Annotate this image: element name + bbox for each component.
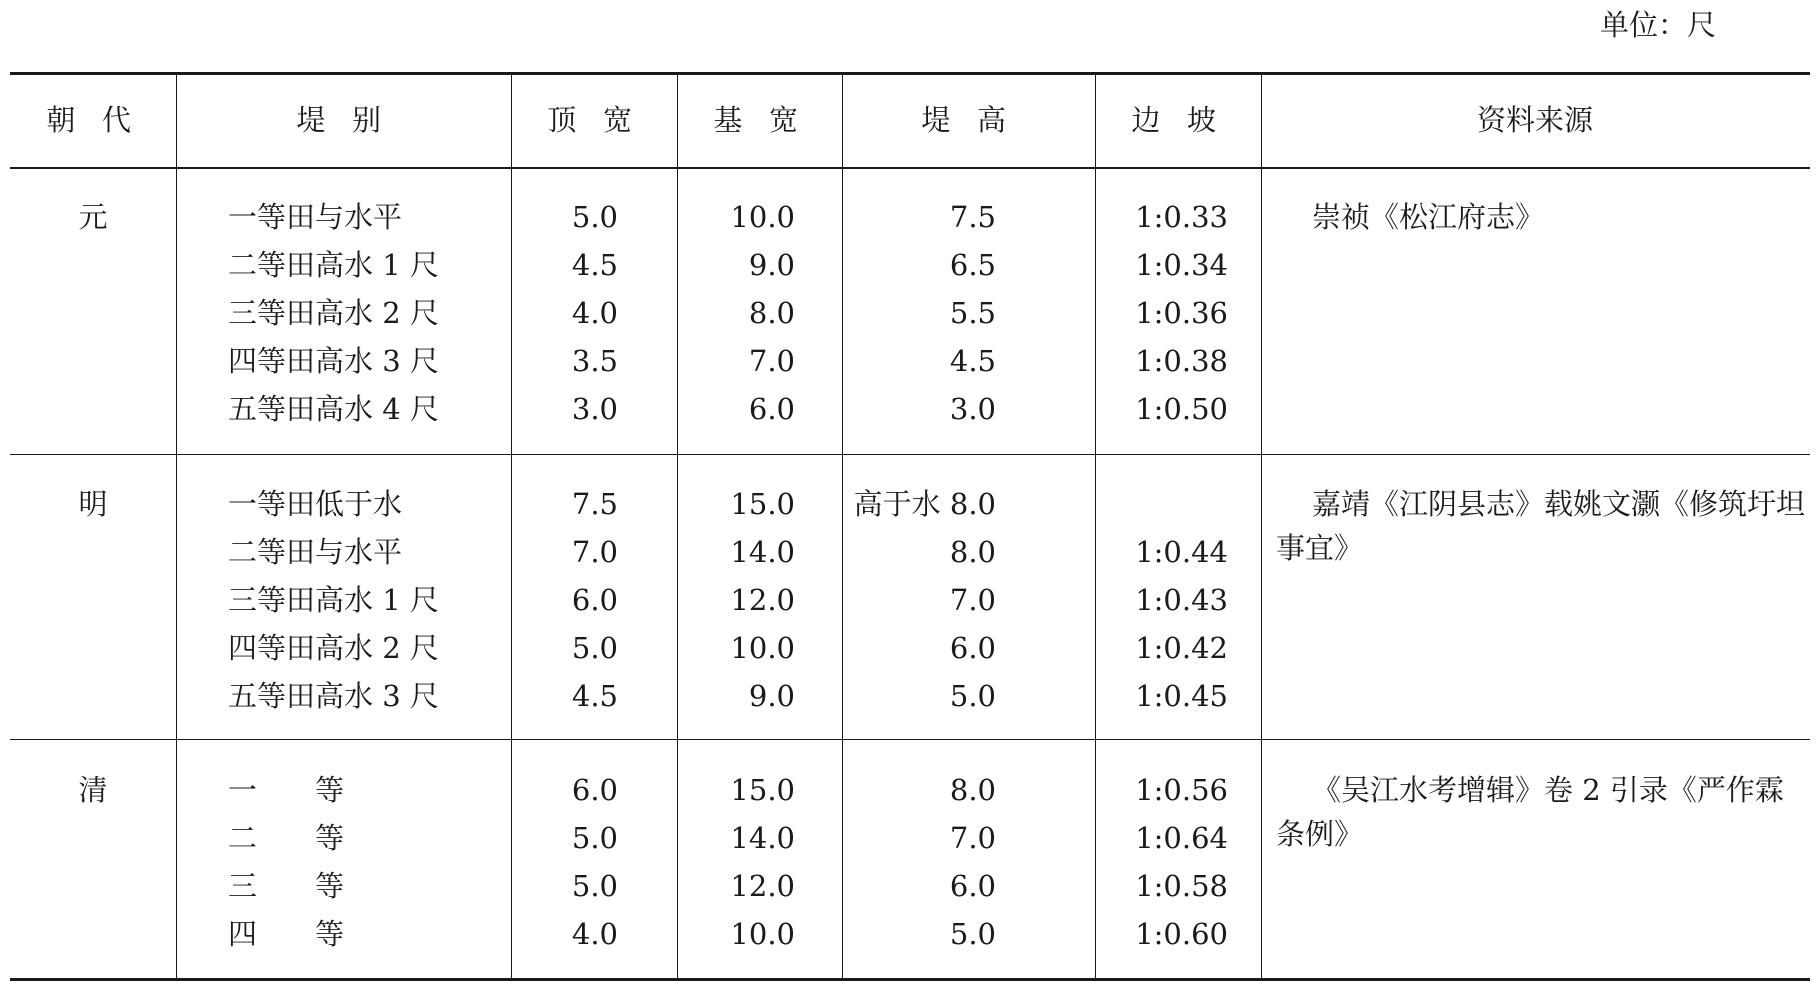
- dike-type: 三等田高水 1 尺: [228, 583, 439, 617]
- dike-height-value: 5.0: [949, 917, 996, 951]
- column-divider-1: [176, 72, 177, 980]
- base-width-value: 9.0: [748, 248, 795, 282]
- unit-note: 单位：尺: [1600, 8, 1717, 42]
- dike-type: 三 等: [228, 869, 345, 903]
- dike-type: 四等田高水 2 尺: [228, 631, 439, 665]
- top-width-value: 7.5: [571, 487, 618, 521]
- dike-height-value: 5.0: [949, 679, 996, 713]
- header-dike-type: 堤 别: [296, 103, 390, 137]
- dike-type: 一 等: [228, 773, 345, 807]
- side-slope-value: 1:0.44: [1135, 535, 1228, 569]
- table-top-rule: [10, 72, 1810, 75]
- top-width-value: 5.0: [571, 631, 618, 665]
- dike-type: 五等田高水 3 尺: [228, 679, 439, 713]
- dike-height-value: 7.0: [949, 583, 996, 617]
- header-source: 资料来源: [1476, 103, 1594, 137]
- base-width-value: 8.0: [748, 296, 795, 330]
- top-width-value: 3.5: [571, 344, 618, 378]
- base-width-value: 12.0: [730, 583, 795, 617]
- top-width-value: 4.5: [571, 679, 618, 713]
- top-width-value: 5.0: [571, 869, 618, 903]
- dike-type: 三等田高水 2 尺: [228, 296, 439, 330]
- source-text: 嘉靖《江阴县志》载姚文灏《修筑圩坦事宜》: [1276, 487, 1806, 565]
- base-width-value: 12.0: [730, 869, 795, 903]
- column-divider-5: [1095, 72, 1096, 980]
- base-width-value: 14.0: [730, 821, 795, 855]
- base-width-value: 10.0: [730, 631, 795, 665]
- dike-height-value: 8.0: [949, 773, 996, 807]
- dike-height-value: 4.5: [949, 344, 996, 378]
- dike-type: 一等田低于水: [228, 487, 403, 521]
- side-slope-value: 1:0.36: [1135, 296, 1228, 330]
- side-slope-value: 1:0.64: [1135, 821, 1228, 855]
- base-width-value: 10.0: [730, 200, 795, 234]
- column-divider-2: [511, 72, 512, 980]
- dynasty-label: 明: [78, 487, 108, 521]
- dike-height-value: 3.0: [949, 392, 996, 426]
- header-bottom-rule: [10, 167, 1810, 169]
- top-width-value: 3.0: [571, 392, 618, 426]
- base-width-value: 15.0: [730, 487, 795, 521]
- side-slope-value: 1:0.58: [1135, 869, 1228, 903]
- dike-height-value: 5.5: [949, 296, 996, 330]
- base-width-value: 7.0: [748, 344, 795, 378]
- header-base-width: 基 宽: [713, 103, 807, 137]
- column-divider-6: [1261, 72, 1262, 980]
- header-dynasty: 朝 代: [46, 103, 140, 137]
- dynasty-label: 清: [78, 773, 108, 807]
- dike-type: 四 等: [228, 917, 345, 951]
- top-width-value: 5.0: [571, 200, 618, 234]
- column-divider-4: [842, 72, 843, 980]
- side-slope-value: 1:0.45: [1135, 679, 1228, 713]
- side-slope-value: 1:0.60: [1135, 917, 1228, 951]
- top-width-value: 4.0: [571, 296, 618, 330]
- dike-type: 五等田高水 4 尺: [228, 392, 439, 426]
- base-width-value: 14.0: [730, 535, 795, 569]
- dike-height-value: 高于水 8.0: [853, 487, 996, 521]
- base-width-value: 9.0: [748, 679, 795, 713]
- dike-height-value: 7.0: [949, 821, 996, 855]
- base-width-value: 10.0: [730, 917, 795, 951]
- column-divider-3: [677, 72, 678, 980]
- table-bottom-rule: [10, 978, 1810, 981]
- base-width-value: 15.0: [730, 773, 795, 807]
- dike-type: 一等田与水平: [228, 200, 403, 234]
- dike-height-value: 6.5: [949, 248, 996, 282]
- dike-height-value: 6.0: [949, 869, 996, 903]
- side-slope-value: 1:0.43: [1135, 583, 1228, 617]
- side-slope-value: 1:0.42: [1135, 631, 1228, 665]
- top-width-value: 6.0: [571, 773, 618, 807]
- top-width-value: 4.0: [571, 917, 618, 951]
- side-slope-value: 1:0.50: [1135, 392, 1228, 426]
- header-side-slope: 边 坡: [1131, 103, 1225, 137]
- top-width-value: 6.0: [571, 583, 618, 617]
- group-divider-1: [10, 454, 1810, 455]
- side-slope-value: 1:0.56: [1135, 773, 1228, 807]
- side-slope-value: 1:0.33: [1135, 200, 1228, 234]
- top-width-value: 7.0: [571, 535, 618, 569]
- header-dike-height: 堤 高: [921, 103, 1015, 137]
- dynasty-label: 元: [78, 200, 108, 234]
- side-slope-value: 1:0.34: [1135, 248, 1228, 282]
- source-text: 《吴江水考增辑》卷 2 引录《严作霖条例》: [1276, 773, 1784, 851]
- dike-height-value: 6.0: [949, 631, 996, 665]
- base-width-value: 6.0: [748, 392, 795, 426]
- dike-height-value: 7.5: [949, 200, 996, 234]
- dike-type: 四等田高水 3 尺: [228, 344, 439, 378]
- dike-type: 二等田高水 1 尺: [228, 248, 439, 282]
- dike-height-value: 8.0: [949, 535, 996, 569]
- top-width-value: 5.0: [571, 821, 618, 855]
- top-width-value: 4.5: [571, 248, 618, 282]
- source-text: 崇祯《松江府志》: [1312, 200, 1545, 234]
- header-top-width: 顶 宽: [547, 103, 641, 137]
- dike-type: 二等田与水平: [228, 535, 403, 569]
- side-slope-value: 1:0.38: [1135, 344, 1228, 378]
- dike-type: 二 等: [228, 821, 345, 855]
- group-divider-2: [10, 739, 1810, 740]
